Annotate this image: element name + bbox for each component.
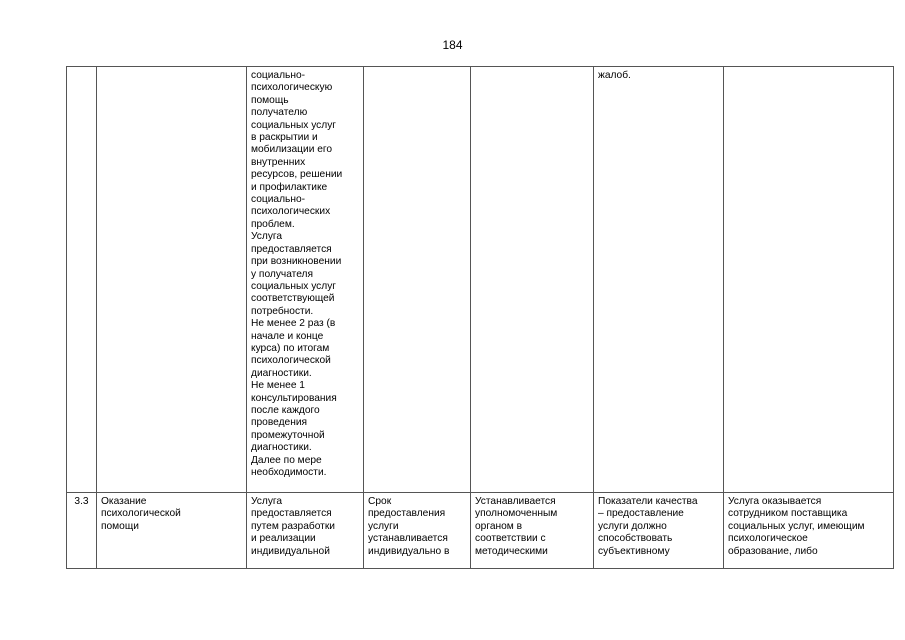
table-cell-quality: Показатели качества – предоставление услуги должно способствовать субъективному xyxy=(594,493,724,569)
table-cell-description: Услуга предоставляется путем разработки и реализации индивидуальной xyxy=(247,493,364,569)
table-row xyxy=(67,493,894,569)
table-cell-number: 3.3 xyxy=(67,493,97,569)
table-cell-service-name xyxy=(97,67,247,493)
services-table xyxy=(66,66,894,569)
table-cell-description: социально- психологическую помощь получателю социальных услуг в раскрытии и мобилизации его внутренних ресурсов, решении и профилактике социально- психологических проблем. Услуга предоставляется при возникновении у получателя социальных услуг соответствующей потребности. Не менее 2 раз (в начале и конце курса) по итогам психологической диагностики. Не менее 1 консультирования после каждого проведения промежуточной диагностики. Далее по мере необходимости. xyxy=(247,67,364,493)
table-cell-cost xyxy=(471,67,594,493)
table-row xyxy=(67,67,894,493)
table-cell-cost: Устанавливается уполномоченным органом в соответствии с методическими xyxy=(471,493,594,569)
table-cell-term xyxy=(364,67,471,493)
table-cell-term: Срок предоставления услуги устанавливается индивидуально в xyxy=(364,493,471,569)
table-cell-quality: жалоб. xyxy=(594,67,724,493)
table-cell-number xyxy=(67,67,97,493)
page-number: 184 xyxy=(442,38,463,52)
table-cell-conditions: Услуга оказывается сотрудником поставщика социальных услуг, имеющим психологическое образование, либо xyxy=(724,493,894,569)
table-cell-service-name: Оказание психологической помощи xyxy=(97,493,247,569)
table-cell-conditions xyxy=(724,67,894,493)
